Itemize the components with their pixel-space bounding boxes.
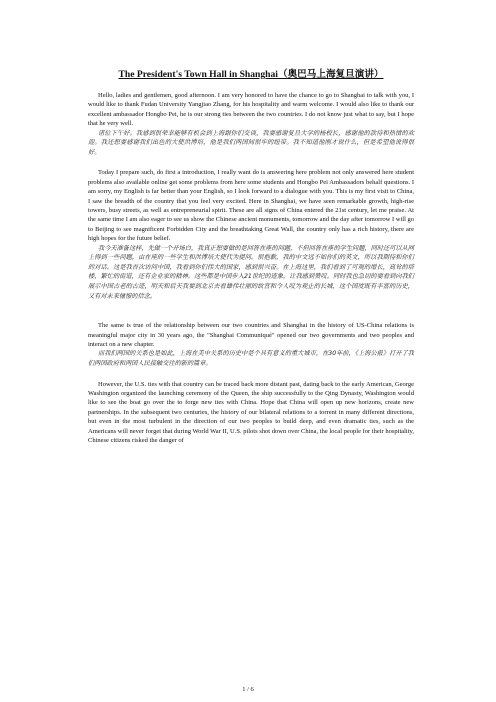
- paragraph-1-en: Hello, ladies and gentlemen, good afternoon. I am very honored to have the chance to go to Shanghai to talk with you, I would like to thank Fudan University Yangjiao Zhang, for his hospitality and warm welcome. I would also like to thank our excellent ambassador Hongbo Pei, he is our strong ties between the two countries. I do not know just what to say, but I hope that he very well.: [88, 92, 414, 128]
- paragraph-2-en: Today I prepare such, do first a introduction, I really want do is answering here problem not only answered here student problems also available online get some problems from here some students and Hongbo Pei Ambassadors behalf questions. I am sorry, my English is far better than your English, so I look forward to a dialogue with you. This is my first visit to China, I saw the breadth of the country that you feel very excited. Here in Shanghai, we have seen remarkable growth, high-rise towers, busy streets, as well as entrepreneurial spirit. These are all signs of China entered the 21st century, let me praise. At the same time I am also eager to see us show the Chinese ancient monuments, tomorrow and the day after tomorrow I will go to Beijing to see magnificent Forbidden City and the breathtaking Great Wall, the country only has a rich history, there are high hopes for the future belief.: [88, 169, 414, 243]
- paragraph-1-zh: 诸位下午好。我感到很荣幸能够有机会到上海跟你们交谈，我要感谢复旦大学的杨校长，感谢他的款待和热情的欢迎。我还想要感谢我们出色的大使洪博培，他是我们两国间很牢的纽带。我不知道他刚才说什么，但是希望他说得很好。: [88, 129, 414, 156]
- paragraph-3-zh: 而我们两国的关系也是如此，上海在美中关系的历史中是个具有意义的重大城市，在30年前，《上海公报》打开了我们两国政府和两国人民接触交往的新的篇章。: [88, 350, 414, 368]
- page-number: 1 / 6: [242, 686, 254, 693]
- paragraph-3-en: The same is true of the relationship between our two countries and Shanghai in the history of US-China relations is meaningful major city in 30 years ago, the "Shanghai Communiqué" opened our two governments and two peoples and interact on a new chapter.: [88, 322, 414, 349]
- spacer: [88, 369, 414, 380]
- document-body: [88, 66, 414, 445]
- paragraph-2-zh: 我今天准备这样，先做一个开场白，我真正想要做的是回答在座的问题，不但回答在座的学生问题，同时还可以从网上得到一些问题，由在座的一些学生和洪博培大使代为提问。很抱歉，我的中文远不如你们的英文，所以我期待和你们的对话。这是我首次访问中国，我看到你们伟大的国家，感到很兴奋。在上海这里，我们看到了可观的增长，高耸的塔楼，繁忙的街道，还有企业家的精神。这些都是中国步入21世纪的迹象，让我感到赞叹。同时我也急切的要看到向我们展示中国古老的古迹，明天和后天我要到北京去看雄伟壮丽的故宫和令人叹为观止的长城，这个国度既有丰富的历史，又有对未来憧憬的信念。: [88, 244, 414, 300]
- paragraph-4-en: However, the U.S. ties with that country can be traced back more distant past, dating back to the early American, George Washington organized the launching ceremony of the Queen, the ship successfully to the Qing Dynasty, Washington would like to see the boat go over the to forge new ties with China. Hope that China will open up new horizons, create new partnerships. In the subsequent two centuries, the history of our bilateral relations to a torrent in many different directions, but even in the most turbulent in the direction of our two peoples to build deep, and even dramatic ties, such as the Americans will never forget that during World War II, U.S. pilots shot down over China, the local people for their hospitality, Chinese citizens risked the danger of: [88, 380, 414, 445]
- document-title: The President's Town Hall in Shanghai（奥巴马上海复旦演讲）: [118, 69, 384, 80]
- spacer: [88, 301, 414, 321]
- spacer: [88, 157, 414, 168]
